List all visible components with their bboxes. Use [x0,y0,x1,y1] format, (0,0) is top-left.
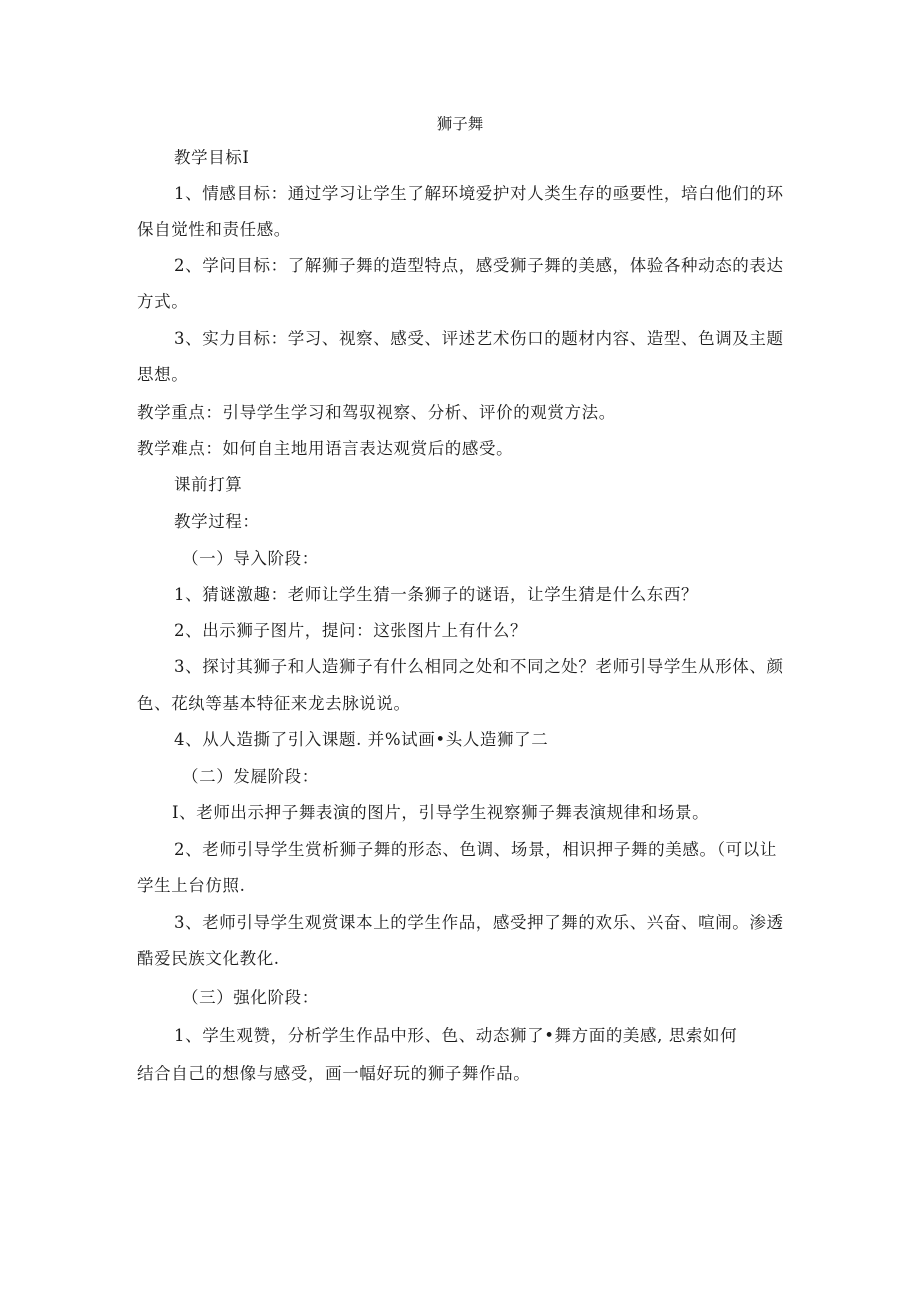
section-heading-process: 教学过程： [174,512,260,531]
stage-heading-development: （二）发屣阶段： [182,767,319,786]
section-heading-teaching-goals: 教学目标I [174,148,250,167]
paragraph-line: I、老师出示押子舞表演的图片，引导学生视察狮子舞表演规律和场景。 [172,803,710,822]
stage-heading-reinforcement: （三）强化阶段： [182,988,319,1007]
paragraph-line: 酷爱民族文化教化. [137,949,280,968]
paragraph-line: 4、从人造撕了引入课题. 并%试画•头人造狮了二 [174,730,549,749]
paragraph-line: 色、花纨等基本特征来龙去脉说说。 [137,694,411,713]
paragraph-line: 2、学问目标：了解狮子舞的造型特点，感受狮子舞的美感，体验各种动态的表达 [174,256,784,275]
paragraph-line: 3、实力目标：学习、视察、感受、评述艺术伤口的题材内容、造型、色调及主题 [174,329,784,348]
paragraph-line: 1、猜谜激趣：老师让学生猜一条狮子的谜语，让学生猜是什么东西？ [174,585,699,604]
paragraph-line: 思想。 [137,365,189,384]
paragraph-line: 3、探讨其狮子和人造狮子有什么相同之处和不同之处？老师引导学生从形体、颜 [174,657,784,676]
stage-heading-intro: （一）导入阶段： [182,549,319,568]
paragraph-line: 2、老师引导学生赏析狮子舞的形态、色调、场景，相识押子舞的美感。（可以让 [174,840,777,859]
paragraph-line: 1、情感目标：通过学习让学生了解环境爱护对人类生存的亟要性，培白他们的环 [174,184,784,203]
paragraph-line: 保自觉性和责任感。 [137,220,291,239]
paragraph-line: 结合自己的想像与感受，画一幅好玩的狮子舞作品。 [137,1064,531,1083]
paragraph-line: 3、老师引导学生观赏课本上的学生作品，感受押了舞的欢乐、兴奋、喧闹。渗透 [174,913,784,932]
teaching-difficulties: 教学难点：如何自主地用语言表达观赏后的感受。 [137,439,514,458]
paragraph-line: 1、学生观赞，分析学生作品中形、色、动态狮了•舞方面的美感, 思索如何 [174,1026,738,1045]
paragraph-line: 方式。 [137,292,189,311]
teaching-key-points: 教学重点：引导学生学习和驾驭视察、分析、评价的观赏方法。 [137,403,616,422]
paragraph-line: 2、出示狮子图片，提问：这张图片上有什么？ [174,621,528,640]
document-title: 狮子舞 [436,115,484,133]
section-heading-preparation: 课前打算 [174,475,243,494]
paragraph-line: 学生上台仿照. [137,876,246,895]
